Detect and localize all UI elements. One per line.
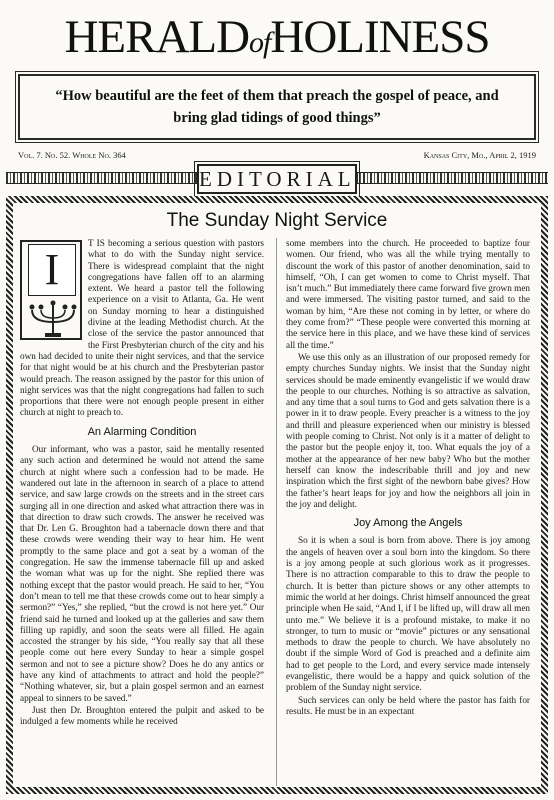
candelabra-icon [26,300,80,338]
column-divider [276,238,277,786]
column-left [20,238,264,728]
dropcap-letter: I [28,244,76,296]
motto-line-1: “How beautiful are the feet of them that preach the gospel of peace, and [55,88,499,104]
subhead-alarming-condition: An Alarming Condition [87,425,197,438]
column-right [286,238,530,718]
article-intro: T IS becoming a serious question with pastors what to do with the Sunday night service. There is widespread complaint that the night congregations have fallen off to an alarming extent. We heard a pastor tell the following experience on a visit to Atlanta, Ga. He went on Sunday morning to hear a distinguished divine at the leading Methodist church. At the close of the service the pastor announced that the First Presbyterian church of the city and his own had decided to unite their night services, and that the service for that night would be at his church and the Presbyterian pastor would preach. The reason assigned by the pastor for this union of night services was that the night congregations had fallen to such proportions that there were not enough people present in either church at night to preach to. [20,238,264,418]
paragraph: Just then Dr. Broughton entered the pulpit and asked to be indulged a few moments while he received [20,704,264,727]
dropcap [20,240,82,340]
paragraph: So it is when a soul is born from above. There is joy among the angels of heaven over a soul born into the kingdom. So there is a joy among people at such glorious work as it progresses. There is no attraction comparable to this to draw the people to church. It is better than picture shows or any other attempts to mimic the world at her doings. Christ himself announced the great principle when He said, “And I, if I be lifted up, will draw all men unto me.” We believe it is a profound mistake, to make it no stronger, to turn to music or “movie” pictures or any sensational methods to draw the people to church. We have absolutely no doubt if the simple Word of God is preached and a definite aim had to get people to the Lord, and every service made intensely evangelistic, there would be a happy and quick solution of the problem of the Sunday night service. [286,535,530,693]
issue-line [18,150,536,164]
paragraph: We use this only as an illustration of our proposed remedy for empty churches Sunday nights. We insist that the Sunday night services should be made eminently evangelistic if we would draw the people to our churches. Nothing is so attractive as salvation, and any time that a soul turns to God and gets salvation there is a power in it to draw people. Every preacher is a witness to the joy and thrill and pleasure experienced when our ministry is blessed with people coming to Christ. Not only is it a matter of delight to the pastor but the people enjoy it, too. What equals the joy of a mother at the appearance of her new baby? Who but the mother herself can know the indescribable thrill and joy and new inspiration which the first sight of the newborn babe gives? How the father’s heart leaps for joy and how the neighbors all join in the joy and delight. [286,351,530,509]
masthead-herald: HERALD [64,11,250,63]
article-title: The Sunday Night Service [166,210,388,231]
section-heading: EDITORIAL [197,164,357,194]
motto [30,85,524,129]
paragraph: Our informant, who was a pastor, said he mentally resented any such action and determined he would not attend the same church at night where such a confession had to be made. He wandered out late in the afternoon in search of a place to attend service, and saw large crowds on the streets and in the street cars surging all in one direction and asked what attraction there was in that direction to draw such crowds. The answer he received was that Dr. Len G. Broughton had a tabernacle down there and that these crowds were wending their way to hear him. He went promptly to the same place and got a seat by a woman of the congregation. He saw the immense tabernacle fill up and asked the woman what was up for the night. She replied there was nothing except that the pastor would preach. He said to her, “You don’t mean to tell me that these crowds come out to hear simply a sermon?” “Yes,” she replied, “but the crowd is not here yet.” Our friend said he turned and looked up at the galleries and saw them filling up rapidly, and soon the seats were all filled. He again accosted the stranger by his side, “You really say that all these people come out here every Sunday to hear a simple gospel sermon and not to see a picture show? Does he do any antics or have any kind of attachments to attract and hold the people?” “Nothing whatever, sir, but a plain gospel sermon and an earnest appeal to sinners to be saved.” [20,444,264,703]
masthead-holiness: HOLINESS [270,11,490,63]
subhead-joy-among-angels: Joy Among the Angels [353,517,463,530]
masthead-of: of [249,26,271,59]
paragraph: some members into the church. He proceeded to baptize four women. Our friend, who was all the while trying mentally to discount the work of this pastor of another denomination, said to himself, “Oh, I can get women to come to Christ myself. That isn’t much.” But immediately there came forward five grown men and were immersed. The visiting pastor turned, and said to the woman by him, “Are these not coming in by letter, or where do they come from?” “These people were converted this morning at the service here in this place, and we have these kind of services all the time.” [286,238,530,350]
motto-line-2: bring glad tidings of good things” [173,110,381,126]
masthead [0,12,554,68]
paragraph: Such services can only be held where the pastor has faith for results. He must be in an expectant [286,694,530,716]
issue-volume: Vol. 7. No. 52. Whole No. 364 [18,150,126,160]
issue-place-date: Kansas City, Mo., April 2, 1919 [423,150,536,160]
